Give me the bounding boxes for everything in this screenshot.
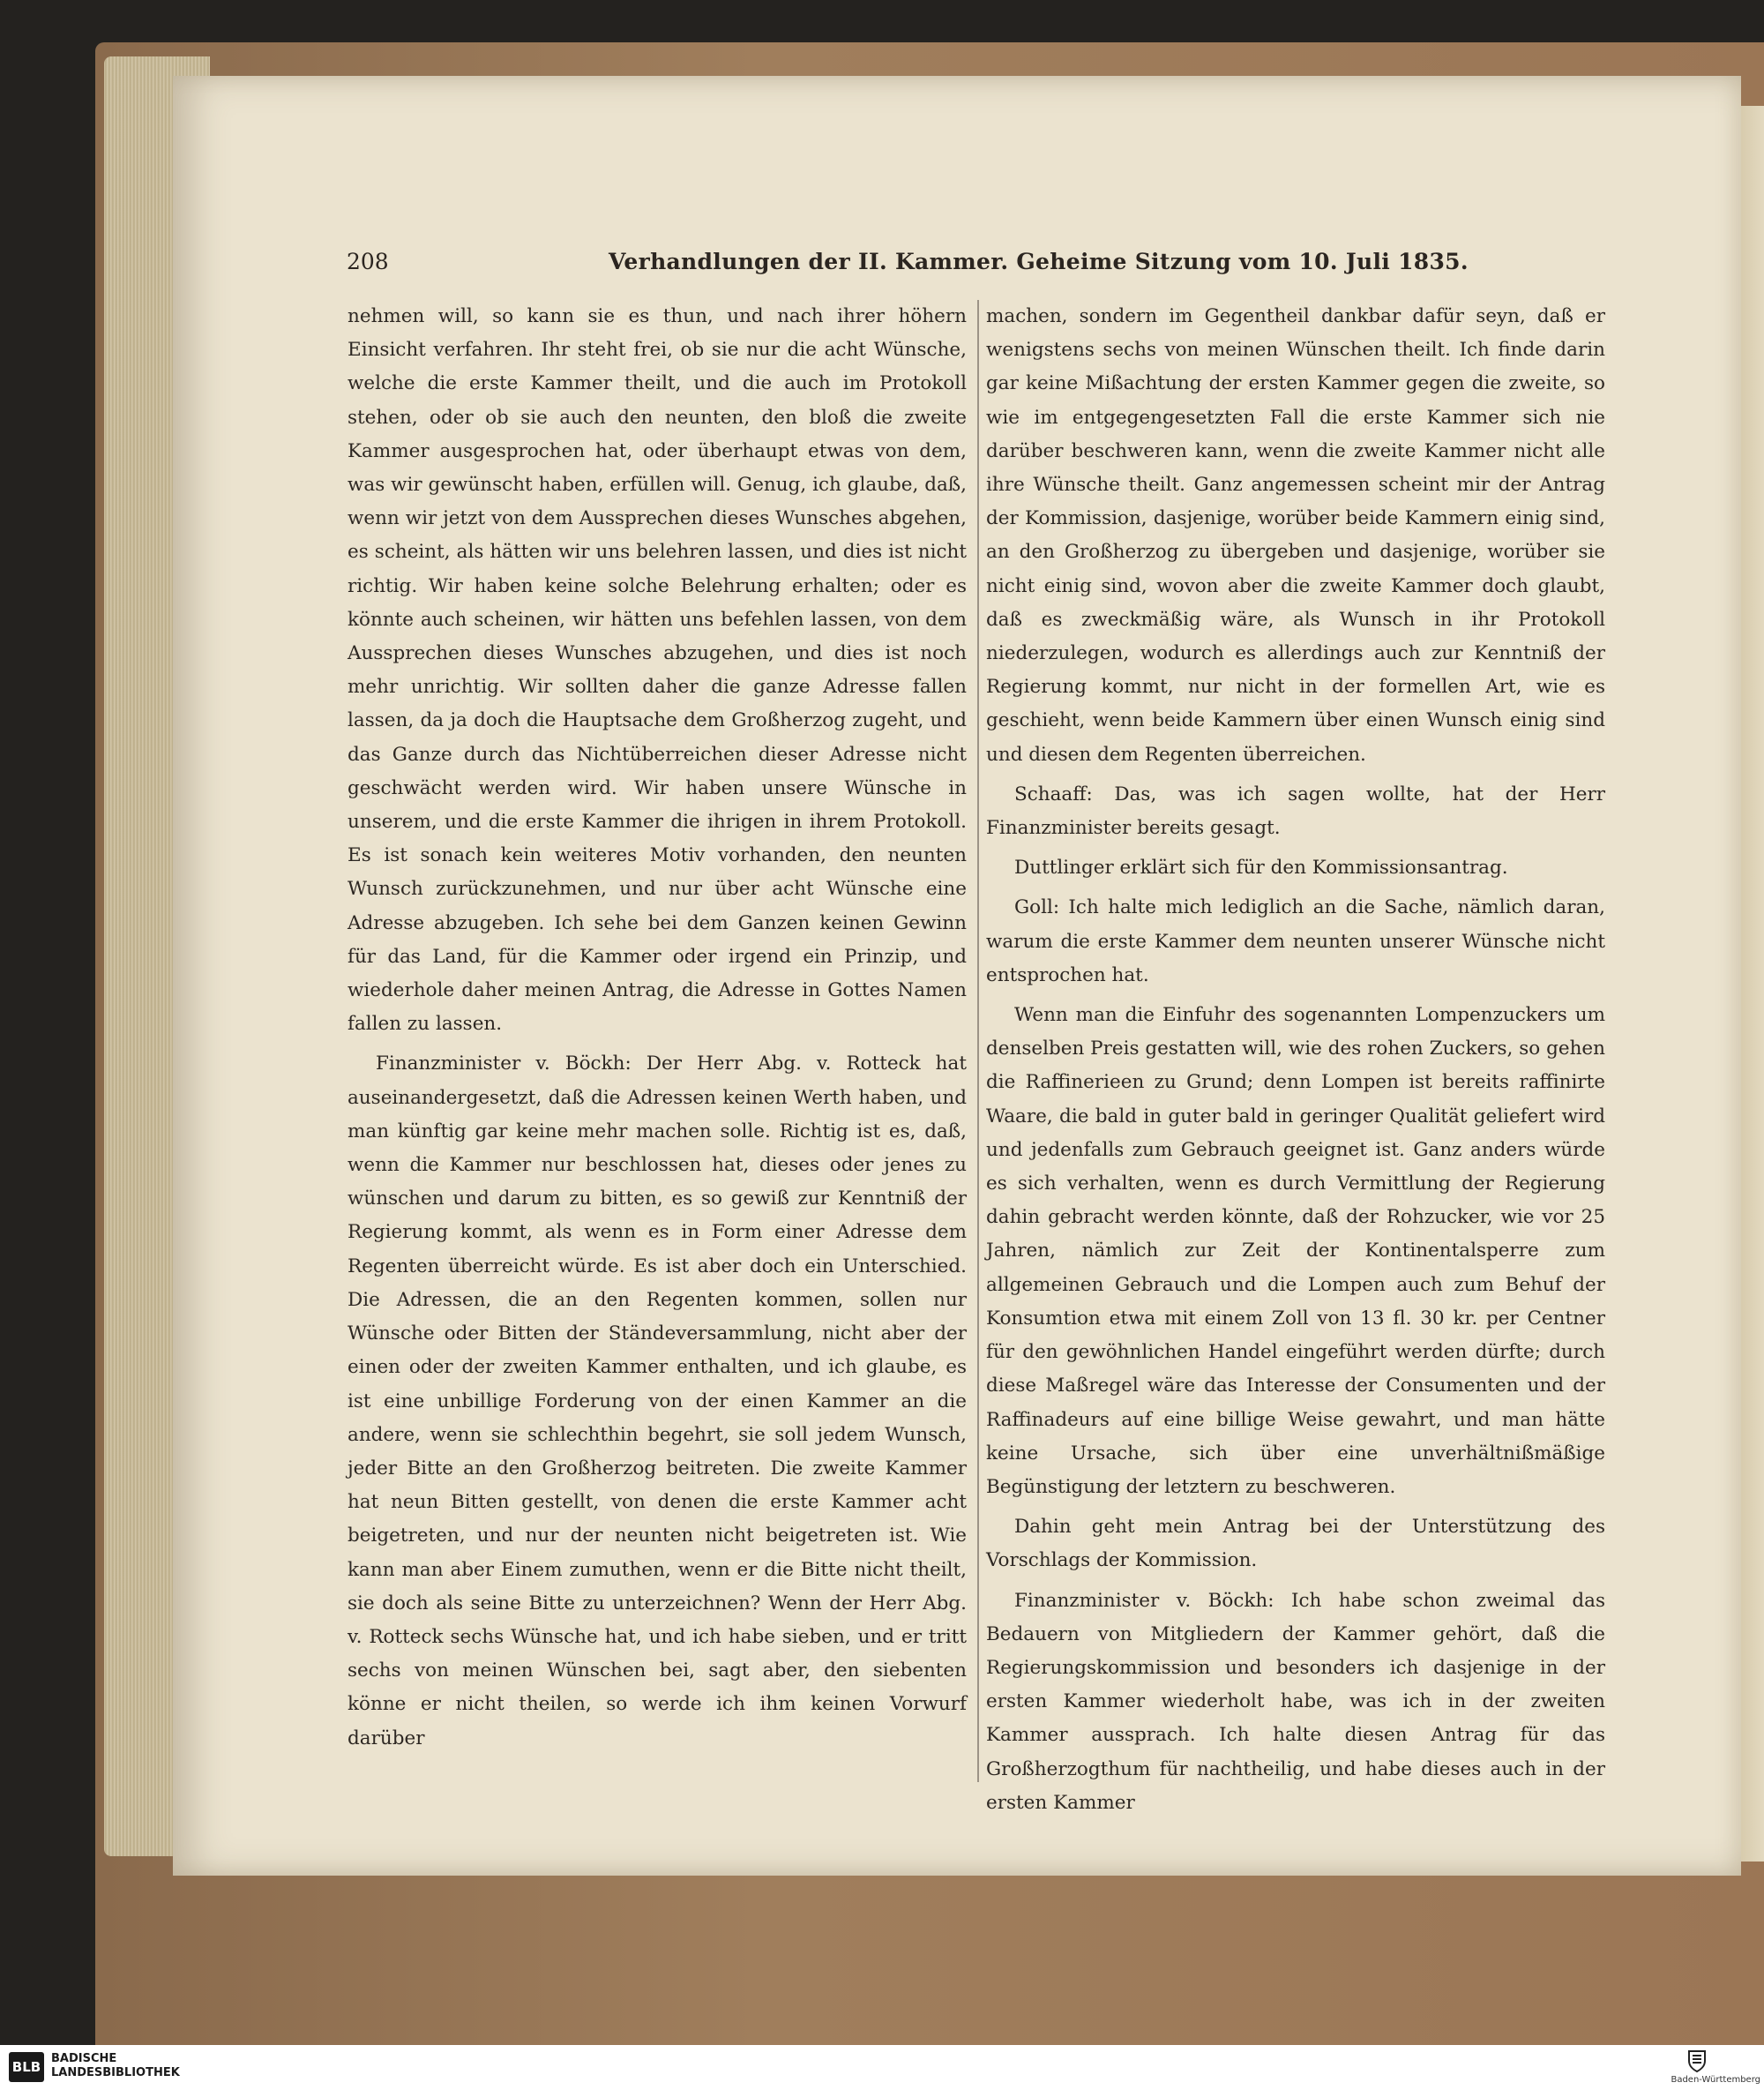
left-paragraph-1: nehmen will, so kann sie es thun, und nach ihrer höhern Einsicht verfahren. Ihr steht frei, ob sie nur die acht Wünsche, welche die erste Kammer theilt, und die auch im Protokoll stehen, oder ob sie auch den neunten, den bloß die zweite Kammer ausgesprochen hat, oder überhaupt etwas von dem, was wir gewünscht haben, erfüllen will. Genug, ich glaube, daß, wenn wir jetzt von dem Aussprechen dieses Wunsches abgehen, es scheint, als hätten wir uns belehren lassen, und dies ist nicht richtig. Wir haben keine solche Belehrung erhalten; oder es könnte auch scheinen, wir hätten uns befehlen lassen, von dem Aussprechen dieses Wunsches abzugehen, und dies ist noch mehr unrichtig. Wir sollten daher die ganze Adresse fallen lassen, da ja doch die Hauptsache dem Großherzog zugeht, und das Ganze durch das Nichtüberreichen dieser Adresse nicht geschwächt werden wird. Wir haben unsere Wünsche in unserem, und die erste Kammer die ihrigen in ihrem Protokoll. Es ist sonach kein weiteres Motiv vorhanden, den neunten Wunsch zurückzunehmen, und nur über acht Wünsche eine Adresse abzugeben. Ich sehe bei dem Ganzen keinen Gewinn für das Land, für die Kammer oder irgend ein Prinzip, und wiederhole daher meinen Antrag, die Adresse in Gottes Namen fallen zu lassen. xyxy=(348,305,967,1036)
running-head: Verhandlungen der II. Kammer. Geheime Sitzung vom 10. Juli 1835. xyxy=(609,249,1469,274)
left-column xyxy=(348,300,967,1756)
state-crest-icon xyxy=(1685,2049,1709,2073)
right-paragraph-6: Dahin geht mein Antrag bei der Unterstützung des Vorschlags der Kommission. xyxy=(986,1516,1605,1572)
right-paragraph-2: Schaaff: Das, was ich sagen wollte, hat der Herr Finanzminister bereits gesagt. xyxy=(986,783,1605,840)
right-paragraph-1: machen, sondern im Gegentheil dankbar dafür seyn, daß er wenigstens sechs von meinen Wünschen theilt. Ich finde darin gar keine Mißachtung der ersten Kammer gegen die zweite, so wie im entgegengesetzten Fall die erste Kammer sich nie darüber beschweren kann, wenn die zweite Kammer nicht alle ihre Wünsche theilt. Ganz angemessen scheint mir der Antrag der Kommission, dasjenige, worüber beide Kammern einig sind, an den Großherzog zu übergeben und dasjenige, worüber sie nicht einig sind, wovon aber die zweite Kammer doch glaubt, daß es zweckmäßig wäre, als Wunsch in ihr Protokoll niederzulegen, wodurch es allerdings auch zur Kenntniß der Regierung kommt, nur nicht in der formellen Art, wie es geschieht, wenn beide Kammern über einen Wunsch einig sind und diesen dem Regenten überreichen. xyxy=(986,305,1605,766)
right-paragraph-4: Goll: Ich halte mich lediglich an die Sache, nämlich daran, warum die erste Kammer dem neunten unserer Wünsche nicht entsprochen hat. xyxy=(986,896,1605,986)
right-column xyxy=(986,300,1605,1820)
library-name xyxy=(51,2052,180,2080)
state-label: Baden-Württemberg xyxy=(1671,2075,1760,2085)
column-divider xyxy=(977,300,979,1782)
library-name-line-2: LANDESBIBLIOTHEK xyxy=(51,2066,180,2079)
right-paragraph-7: Finanzminister v. Böckh: Ich habe schon zweimal das Bedauern von Mitgliedern der Kammer gehört, daß die Regierungskommission und besonders ich dasjenige in der ersten Kammer wiederholt habe, was ich in der zweiten Kammer aussprach. Ich halte diesen Antrag für das Großherzogthum für nachtheilig, und habe dieses auch in der ersten Kammer xyxy=(986,1589,1605,1814)
library-name-line-1: BADISCHE xyxy=(51,2052,117,2065)
right-paragraph-5: Wenn man die Einfuhr des sogenannten Lompenzuckers um denselben Preis gestatten will, wie des rohen Zuckers, so gehen die Raffinerieen zu Grund; denn Lompen ist bereits raffinirte Waare, die bald in guter bald in geringer Qualität geliefert wird und jedenfalls zum Gebrauch geeignet ist. Ganz anders würde es sich verhalten, wenn es durch Vermittlung der Regierung dahin gebracht werden könnte, daß der Rohzucker, wie vor 25 Jahren, nämlich zur Zeit der Kontinentalsperre zum allgemeinen Gebrauch und die Lompen auch zum Behuf der Konsumtion etwa mit einem Zoll von 13 fl. 30 kr. per Centner für den gewöhnlichen Handel eingeführt werden dürfte; durch diese Maßregel wäre das Interesse der Consumenten und der Raffinadeurs auf eine billige Weise gewahrt, und man hätte keine Ursache, sich über eine unverhältnißmäßige Begünstigung der letztern zu beschweren. xyxy=(986,1004,1605,1498)
viewer-footer xyxy=(0,2045,1764,2090)
page-number: 208 xyxy=(347,249,389,274)
page-header xyxy=(347,245,1608,282)
blb-logo[interactable]: BLB xyxy=(9,2052,44,2082)
right-paragraph-3: Duttlinger erklärt sich für den Kommissionsantrag. xyxy=(1014,857,1508,880)
left-paragraph-2: Finanzminister v. Böckh: Der Herr Abg. v. Rotteck hat auseinandergesetzt, daß die Adressen keinen Werth haben, und man künftig gar keine mehr machen solle. Richtig ist es, daß, wenn die Kammer nur beschlossen hat, dieses oder jenes zu wünschen und darum zu bitten, es so gewiß zur Kenntniß der Regierung kommt, als wenn es in Form einer Adresse dem Regenten überreicht würde. Es ist aber doch ein Unterschied. Die Adressen, die an den Regenten kommen, sollen nur Wünsche oder Bitten der Ständeversammlung, nicht aber der einen oder der zweiten Kammer enthalten, und ich glaube, es ist eine unbillige Forderung von der einen Kammer an die andere, wenn sie schlechthin begehrt, sie soll jedem Wunsch, jeder Bitte an den Großherzog beitreten. Die zweite Kammer hat neun Bitten gestellt, von denen die erste Kammer acht beigetreten, und nur der neunten nicht beigetreten ist. Wie kann man aber Einem zumuthen, wenn er die Bitte nicht theilt, sie doch als seine Bitte zu unterzeichnen? Wenn der Herr Abg. v. Rotteck sechs Wünsche hat, und ich habe sieben, und er tritt sechs von meinen Wünschen bei, sagt aber, den siebenten könne er nicht theilen, so werde ich ihm keinen Vorwurf darüber xyxy=(348,1052,967,1749)
